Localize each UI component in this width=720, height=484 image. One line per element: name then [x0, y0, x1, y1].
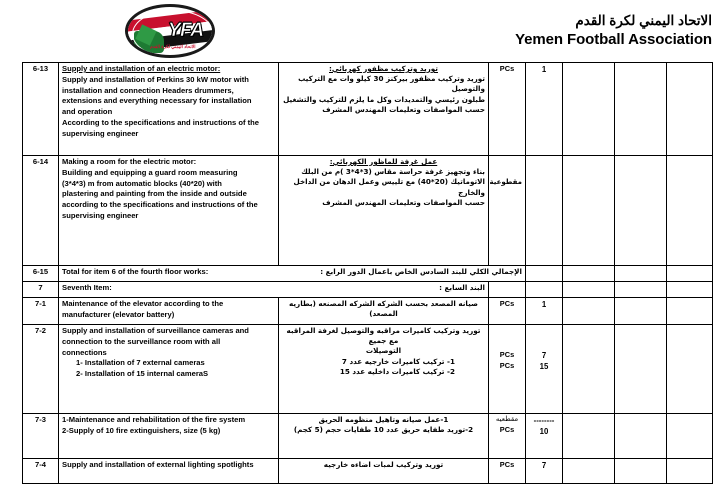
row-line-en: plastering and painting from the inside and outside — [62, 189, 247, 199]
row-notes[interactable] — [667, 414, 713, 459]
row-description-en — [59, 459, 279, 484]
row-unit-price[interactable] — [563, 282, 615, 298]
row-line-ar: التوصيلات — [365, 346, 402, 356]
table-row-section — [23, 282, 713, 298]
row-line-en: According to the specifications and instructions of the — [62, 117, 260, 127]
row-subitem-ar: 2- تركيب كاميرات داخليه عدد 15 — [339, 366, 455, 376]
table-row — [23, 414, 713, 459]
table-row — [23, 298, 713, 325]
row-title-ar: عمل غرفة للماظور الكهربائي: — [329, 157, 438, 166]
row-description-ar — [279, 298, 489, 325]
row-quantity — [526, 414, 563, 459]
row-total-price[interactable] — [615, 459, 667, 484]
row-line-ar: طبلون رئيسي والتمديدات وكل ما يلزم للتركيب والتشغيل — [283, 94, 485, 104]
row-line-en: installation and connection Headers drummers, — [62, 85, 234, 95]
row-line-ar: توريد وتركيب لمبات اضاءه خارجيه — [323, 460, 444, 469]
row-line-ar: 2-توريد طفايه حريق عدد 10 طفايات حجم (5 كجم) — [293, 425, 474, 435]
header-title-english: Yemen Football Association — [515, 31, 712, 49]
row-subitem-en: 1- Installation of 7 external cameras — [76, 358, 205, 368]
row-total-price[interactable] — [615, 156, 667, 266]
row-line-en: 1-Maintenance and rehabilitation of the fire system — [62, 415, 246, 424]
row-quantity — [526, 325, 563, 414]
row-quantity: 7 — [526, 459, 563, 484]
row-subitem-en: 2- Installation of 15 internal cameraS — [76, 369, 209, 379]
table-row-total — [23, 266, 713, 282]
table-row — [23, 63, 713, 156]
bill-of-quantities-table — [22, 62, 713, 484]
row-description-ar — [279, 414, 489, 459]
row-line-ar: بناء وتجهيز غرفة حراسة مقاس (3*4*3 )م من البلك — [301, 167, 485, 177]
row-line-en: Supply and installation of external lighting spotlights — [62, 460, 254, 469]
row-qty-line: 7 — [541, 351, 547, 360]
row-quantity — [563, 266, 615, 282]
row-total-price[interactable] — [615, 325, 667, 414]
row-line-ar: حسب المواصفات وتعليمات المهندس المشرف — [322, 104, 485, 114]
row-number: 7-4 — [23, 459, 59, 484]
row-line-en: connection to the surveillance room with all — [62, 336, 221, 346]
row-description-ar — [279, 459, 489, 484]
row-unit-price[interactable] — [563, 325, 615, 414]
row-title-en: Making a room for the electric motor: — [62, 157, 197, 166]
row-line-ar: صيانه المصعد بحسب الشركه الشركه المصنعه (بطاريه المصعد) — [289, 299, 478, 319]
row-quantity: 1 — [526, 63, 563, 156]
row-title-en: Supply and installation of an electric motor: — [62, 64, 221, 73]
row-description-en: Seventh Item: — [59, 282, 279, 298]
row-description-ar: الإجمالي الكلي للبند السادس الخاص باعمال الدور الرابع : — [489, 266, 526, 282]
row-line-ar: توريد وتركيب مظفور بيركنز 30 كيلو وات مع التركيب والتوصيل — [298, 74, 485, 94]
yfa-logo — [125, 4, 215, 58]
row-description-ar — [279, 325, 489, 414]
row-unit — [489, 414, 526, 459]
row-qty-line: 10 — [539, 427, 549, 437]
row-notes[interactable] — [667, 63, 713, 156]
row-line-en: according to the specifications and instructions of the — [62, 200, 258, 210]
table-row — [23, 459, 713, 484]
header-title-block — [515, 12, 712, 50]
row-quantity — [526, 156, 563, 266]
row-line-en: Maintenance of the elevator according to the — [62, 299, 224, 308]
row-notes[interactable] — [667, 298, 713, 325]
row-unit-line: PCs — [499, 350, 515, 359]
row-unit-price[interactable] — [615, 266, 667, 282]
row-description-en — [59, 156, 279, 266]
row-line-en: manufacturer (elevator battery) — [62, 309, 175, 319]
row-notes[interactable] — [667, 459, 713, 484]
row-number: 7-3 — [23, 414, 59, 459]
boq-table-wrapper — [22, 62, 712, 484]
row-line-ar: حسب المواصفات وتعليمات المهندس المشرف — [322, 197, 485, 207]
row-description-en — [59, 414, 279, 459]
row-total-price[interactable] — [615, 414, 667, 459]
row-line-en: Building and equipping a guard room measuring — [62, 167, 238, 177]
row-qty-line: 15 — [539, 362, 549, 372]
logo-crest-icon — [125, 4, 215, 58]
row-unit-line: PCs — [499, 360, 515, 370]
row-line-en: extensions and everything necessary for installation — [62, 96, 252, 106]
row-number: 6-13 — [23, 63, 59, 156]
row-subitem-ar: 1- تركيب كاميرات خارجيه عدد 7 — [341, 356, 455, 366]
logo-arabic-caption: الاتحاد اليمني لكرة القدم — [150, 44, 196, 49]
row-unit-price[interactable] — [563, 414, 615, 459]
row-title-ar: توريد وتركيب مظفور كهربائي: — [329, 64, 438, 73]
row-number: 7-1 — [23, 298, 59, 325]
row-line-ar: توريد وتركيب كاميرات مراقبه والتوصيل لغرفة المراقبه مع جميع — [286, 326, 481, 346]
table-row — [23, 325, 713, 414]
row-unit-line: مقطعيه — [495, 415, 519, 423]
row-line-en: 2-Supply of 10 fire extinguishers, size (5 kg) — [62, 425, 221, 435]
row-line-ar: 1-عمل صيانه وتاهيل منظومه الحريق — [318, 415, 449, 424]
row-description-ar: البند السابع : — [279, 282, 489, 298]
row-total-price[interactable] — [615, 63, 667, 156]
row-notes[interactable] — [667, 282, 713, 298]
row-qty-line: -------- — [533, 416, 555, 425]
row-total-price[interactable] — [667, 266, 713, 282]
row-line-en: supervising engineer — [62, 128, 139, 138]
row-description-en — [59, 298, 279, 325]
row-unit-price[interactable] — [563, 459, 615, 484]
row-unit-price[interactable] — [563, 156, 615, 266]
row-unit: مقطوعية — [489, 156, 526, 266]
row-description-en — [59, 325, 279, 414]
row-line-en: and operation — [62, 107, 113, 117]
row-line-en: Supply and installation of surveillance cameras and — [62, 326, 249, 335]
table-row — [23, 156, 713, 266]
row-unit-price[interactable] — [563, 63, 615, 156]
row-notes[interactable] — [667, 156, 713, 266]
row-unit-price[interactable] — [563, 298, 615, 325]
row-number: 7-2 — [23, 325, 59, 414]
row-description-en: Total for item 6 of the fourth floor works: — [59, 266, 489, 282]
row-unit-line: PCs — [499, 424, 515, 434]
row-line-en: supervising engineer — [62, 210, 139, 220]
row-line-ar: الاتوماتيك (20*40) مع تلييس وعمل الدهان من الداخل والخارج — [293, 177, 485, 197]
row-unit: PCs — [489, 459, 526, 484]
row-quantity: 1 — [526, 298, 563, 325]
row-line-en: Supply and installation of Perkins 30 kW motor with — [62, 74, 249, 84]
row-total-price[interactable] — [615, 282, 667, 298]
row-unit: PCs — [489, 63, 526, 156]
row-line-en: (3*4*3) m from automatic blocks (40*20) with — [62, 178, 222, 188]
row-quantity — [526, 282, 563, 298]
row-unit — [489, 282, 526, 298]
row-description-ar — [279, 156, 489, 266]
row-number: 6-14 — [23, 156, 59, 266]
row-unit: PCs — [489, 298, 526, 325]
row-description-en — [59, 63, 279, 156]
row-unit — [526, 266, 563, 282]
row-number: 6-15 — [23, 266, 59, 282]
header-title-arabic: الاتحاد اليمني لكرة القدم — [575, 13, 712, 28]
logo-acronym: YFA — [168, 20, 204, 41]
row-line-en: connections — [62, 347, 107, 357]
row-notes[interactable] — [667, 325, 713, 414]
row-unit — [489, 325, 526, 414]
row-number: 7 — [23, 282, 59, 298]
row-total-price[interactable] — [615, 298, 667, 325]
row-description-ar — [279, 63, 489, 156]
document-header — [0, 0, 720, 62]
